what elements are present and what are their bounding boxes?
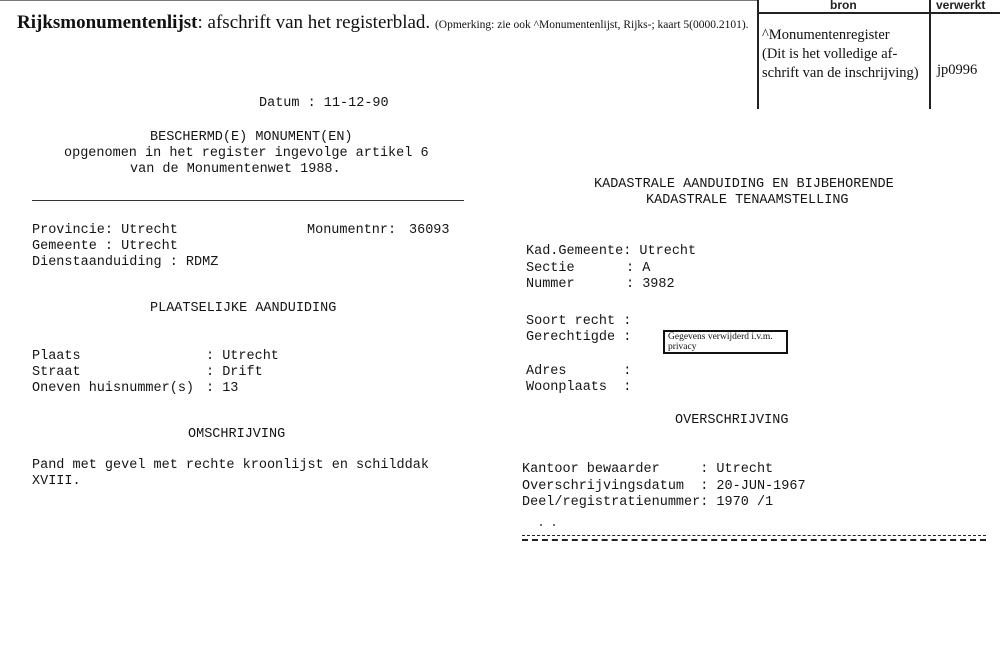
woonplaats: Woonplaats : xyxy=(526,380,632,395)
verwerkt-value: jp0996 xyxy=(937,62,978,78)
kantoor-bewaarder: Kantoor bewaarder : Utrecht xyxy=(522,462,774,477)
straat-label: Straat xyxy=(32,365,81,380)
bron-line: ^Monumentenregister xyxy=(762,27,890,43)
column-bron: bron xyxy=(830,0,857,12)
separator-line xyxy=(32,200,464,201)
bron-value xyxy=(762,26,919,83)
overschrijvingsdatum: Overschrijvingsdatum : 20-JUN-1967 xyxy=(522,479,806,494)
monumentnr-value: 36093 xyxy=(409,223,450,238)
table-header-line xyxy=(757,12,1000,14)
gemeente: Gemeente : Utrecht xyxy=(32,239,178,254)
title-rest: : afschrift van het registerblad. xyxy=(197,12,431,33)
straat-value: : Drift xyxy=(206,365,263,380)
closing-separator xyxy=(522,535,986,541)
plaatselijke-heading: PLAATSELIJKE AANDUIDING xyxy=(150,301,337,316)
monument-heading: van de Monumentenwet 1988. xyxy=(130,162,341,177)
gerechtigde: Gerechtigde : xyxy=(526,330,632,345)
document-date: Datum : 11-12-90 xyxy=(259,96,389,111)
soort-recht: Soort recht : xyxy=(526,314,632,329)
overschrijving-heading: OVERSCHRIJVING xyxy=(675,413,789,428)
column-verwerkt: verwerkt xyxy=(936,0,986,12)
kadastrale-heading: KADASTRALE TENAAMSTELLING xyxy=(646,193,849,208)
omschrijving-text: XVIII. xyxy=(32,474,81,489)
sectie-label: Sectie xyxy=(526,261,575,276)
huisnummer-label: Oneven huisnummer(s) xyxy=(32,381,195,396)
document-title xyxy=(17,12,749,34)
scan-speck xyxy=(553,524,555,526)
plaats-label: Plaats xyxy=(32,349,81,364)
nummer-value: : 3982 xyxy=(626,277,675,292)
sectie-value: : A xyxy=(626,261,651,276)
top-border-line xyxy=(0,0,758,1)
table-divider-middle xyxy=(929,0,931,109)
table-divider-left xyxy=(757,0,759,109)
bron-line: (Dit is het volledige af- xyxy=(762,46,898,62)
adres: Adres : xyxy=(526,364,632,379)
monument-heading: opgenomen in het register ingevolge artikel 6 xyxy=(64,146,429,161)
title-note: (Opmerking: zie ook ^Monumentenlijst, Rijks-; kaart 5(0000.2101). xyxy=(434,19,749,31)
omschrijving-heading: OMSCHRIJVING xyxy=(188,427,286,442)
omschrijving-text: Pand met gevel met rechte kroonlijst en schilddak xyxy=(32,458,429,473)
huisnummer-value: : 13 xyxy=(206,381,239,396)
title-bold: Rijksmonumentenlijst xyxy=(17,12,198,33)
nummer-label: Nummer xyxy=(526,277,575,292)
scan-speck xyxy=(540,524,542,526)
bron-line: schrift van de inschrijving) xyxy=(762,65,919,81)
plaats-value: : Utrecht xyxy=(206,349,279,364)
provincie: Provincie: Utrecht xyxy=(32,223,178,238)
monumentnr-label: Monumentnr: xyxy=(307,223,397,238)
deel-registratienummer: Deel/registratienummer: 1970 /1 xyxy=(522,495,774,510)
monument-heading: BESCHERMD(E) MONUMENT(EN) xyxy=(150,130,353,145)
dienstaanduiding: Dienstaanduiding : RDMZ xyxy=(32,255,219,270)
privacy-notice: Gegevens verwijderd i.v.m. privacy xyxy=(663,330,788,354)
kad-gemeente: Kad.Gemeente: Utrecht xyxy=(526,244,697,259)
kadastrale-heading: KADASTRALE AANDUIDING EN BIJBEHORENDE xyxy=(594,177,894,192)
